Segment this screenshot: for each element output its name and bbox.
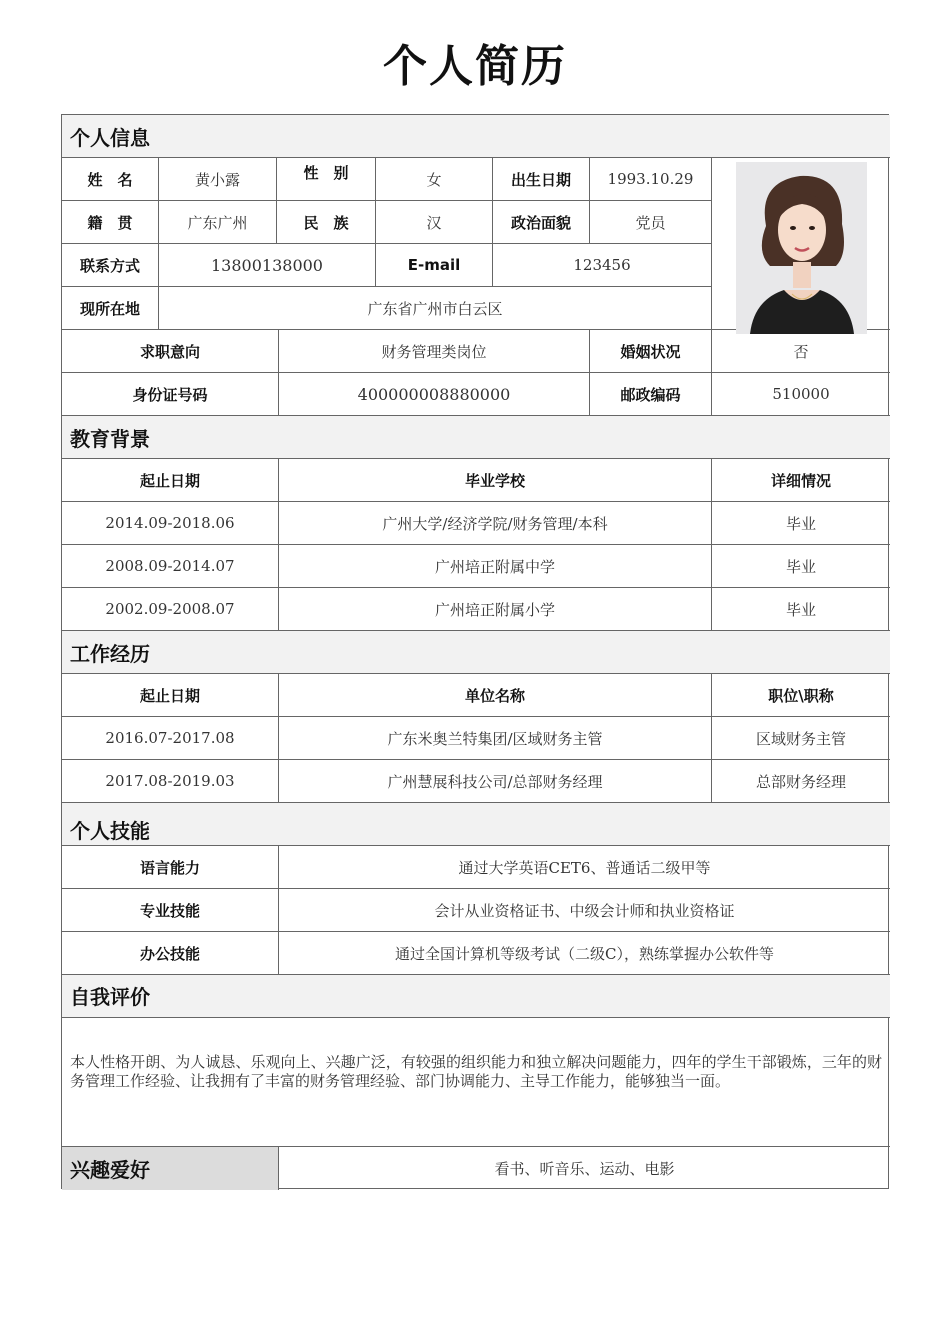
marital-label: 婚姻状况	[590, 330, 712, 373]
work-col-company: 单位名称	[279, 674, 712, 717]
education-row-school: 广州大学/经济学院/财务管理/本科	[279, 502, 712, 545]
work-row-position: 总部财务经理	[712, 760, 890, 803]
ethnic-label: 民 族	[277, 201, 376, 244]
section-header-work: 工作经历	[62, 631, 890, 674]
work-row-company: 广州慧展科技公司/总部财务经理	[279, 760, 712, 803]
section-header-personal: 个人信息	[62, 115, 890, 158]
education-row-date: 2008.09-2014.07	[62, 545, 279, 588]
section-header-self-eval: 自我评价	[62, 975, 890, 1018]
page-title: 个人简历	[383, 41, 567, 92]
skill-label-professional: 专业技能	[62, 889, 279, 932]
education-row-date: 2014.09-2018.06	[62, 502, 279, 545]
work-col-date: 起止日期	[62, 674, 279, 717]
id-value: 400000008880000	[279, 373, 590, 416]
political-value: 党员	[590, 201, 712, 244]
profile-photo	[736, 162, 867, 334]
political-label: 政治面貌	[493, 201, 590, 244]
skill-value-office: 通过全国计算机等级考试（二级C），熟练掌握办公软件等	[279, 932, 890, 975]
education-row-detail: 毕业	[712, 588, 890, 631]
work-row-company: 广东米奥兰特集团/区域财务主管	[279, 717, 712, 760]
contact-value: 13800138000	[159, 244, 376, 287]
education-row-school: 广州培正附属小学	[279, 588, 712, 631]
education-col-date: 起止日期	[62, 459, 279, 502]
postal-label: 邮政编码	[590, 373, 712, 416]
native-value: 广东广州	[159, 201, 277, 244]
address-value: 广东省广州市白云区	[159, 287, 712, 330]
self-eval-text: 本人性格开朗、为人诚恳、乐观向上、兴趣广泛，有较强的组织能力和独立解决问题能力，四年的学生干部锻炼，三年的财务管理工作经验、让我拥有了丰富的财务管理经验、部门协调能力、主导工作能力，能够独当一面。	[62, 1018, 890, 1147]
education-col-school: 毕业学校	[279, 459, 712, 502]
marital-value: 否	[712, 330, 890, 373]
hobbies-value: 看书、听音乐、运动、电影	[494, 1160, 675, 1178]
birth-label: 出生日期	[493, 158, 590, 201]
name-value: 黄小露	[159, 158, 277, 201]
education-col-detail: 详细情况	[712, 459, 890, 502]
resume-table	[61, 114, 889, 1189]
section-header-education: 教育背景	[62, 416, 890, 459]
email-label: E-mail	[376, 244, 493, 287]
address-label: 现所在地	[62, 287, 159, 330]
skill-value-professional: 会计从业资格证书、中级会计师和执业资格证	[279, 889, 890, 932]
section-header-skills: 个人技能	[62, 803, 890, 846]
email-value: 123456	[493, 244, 712, 287]
education-row-date: 2002.09-2008.07	[62, 588, 279, 631]
gender-label: 性 别	[277, 158, 376, 201]
education-row-detail: 毕业	[712, 545, 890, 588]
work-col-position: 职位\职称	[712, 674, 890, 717]
work-row-date: 2017.08-2019.03	[62, 760, 279, 803]
work-row-position: 区域财务主管	[712, 717, 890, 760]
work-row-date: 2016.07-2017.08	[62, 717, 279, 760]
education-row-school: 广州培正附属中学	[279, 545, 712, 588]
ethnic-value: 汉	[376, 201, 493, 244]
postal-value: 510000	[712, 373, 890, 416]
hobbies-label: 兴趣爱好	[62, 1147, 279, 1190]
id-label: 身份证号码	[62, 373, 279, 416]
contact-label: 联系方式	[62, 244, 159, 287]
birth-value: 1993.10.29	[590, 158, 712, 201]
name-label: 姓 名	[62, 158, 159, 201]
skill-label-language: 语言能力	[62, 846, 279, 889]
skill-value-language: 通过大学英语CET6、普通话二级甲等	[279, 846, 890, 889]
intent-value: 财务管理类岗位	[279, 330, 590, 373]
intent-label: 求职意向	[62, 330, 279, 373]
photo-cell	[712, 158, 890, 330]
education-row-detail: 毕业	[712, 502, 890, 545]
skill-label-office: 办公技能	[62, 932, 279, 975]
native-label: 籍 贯	[62, 201, 159, 244]
gender-value: 女	[376, 158, 493, 201]
